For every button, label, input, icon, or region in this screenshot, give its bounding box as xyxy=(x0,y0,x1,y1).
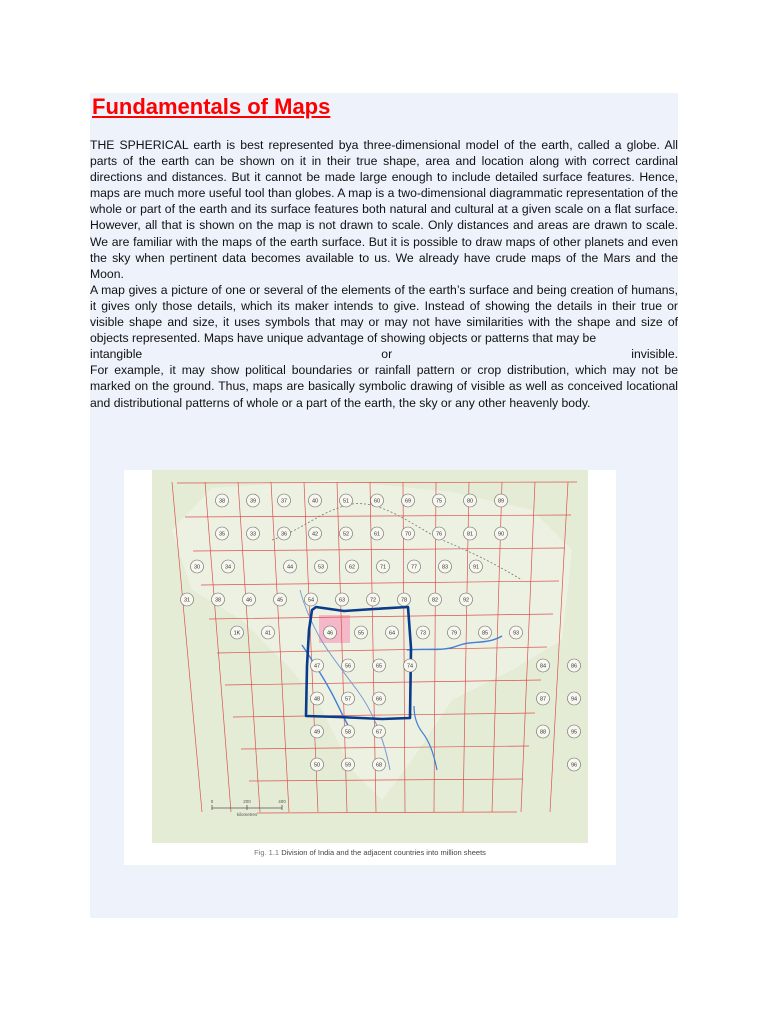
sheet-number: 50 xyxy=(313,762,321,769)
sheet-number: 44 xyxy=(286,564,294,571)
sheet-number: 61 xyxy=(373,531,381,538)
sheet-number: 63 xyxy=(338,597,346,604)
sheet-number: 80 xyxy=(466,498,474,505)
sheet-number: 31 xyxy=(183,597,191,604)
sheet-number: 85 xyxy=(481,630,489,637)
sheet-number: 84 xyxy=(539,663,547,670)
sheet-number: 59 xyxy=(344,762,352,769)
sheet-number: 79 xyxy=(450,630,458,637)
sheet-number: 1K xyxy=(233,630,241,637)
scale-label-unit: kilometres xyxy=(236,812,258,817)
sheet-number: 86 xyxy=(570,663,578,670)
sheet-number: 83 xyxy=(441,564,449,571)
sheet-number: 42 xyxy=(311,531,319,538)
sheet-number: 66 xyxy=(375,696,383,703)
sheet-number: 52 xyxy=(342,531,350,538)
caption-label: Fig. 1.1 xyxy=(254,848,280,857)
sheet-number: 64 xyxy=(388,630,396,637)
sheet-number: 92 xyxy=(462,597,470,604)
sheet-number: 81 xyxy=(466,531,474,538)
paragraph-justified-line xyxy=(90,346,678,362)
sheet-number: 65 xyxy=(375,663,383,670)
word-invisible: invisible. xyxy=(631,347,678,362)
sheet-number: 38 xyxy=(218,498,226,505)
grid-line xyxy=(257,812,517,813)
sheet-number: 51 xyxy=(342,498,350,505)
figure xyxy=(124,470,616,865)
sheet-number: 30 xyxy=(193,564,201,571)
sheet-number: 77 xyxy=(410,564,418,571)
sheet-number: 96 xyxy=(570,762,578,769)
sheet-number: 38 xyxy=(214,597,222,604)
body-text xyxy=(90,137,678,411)
sheet-number: 74 xyxy=(406,663,414,670)
paragraph-globe: THE SPHERICAL earth is best represented bya three-dimensional model of the earth, called a globe. All parts of the earth can be shown on it in their true shape, area and location along with correct cardinal directions and distances. But it cannot be made large enough to include detailed surface features. Hence, maps are much more useful tool than globes. A map is a two-dimensional diagrammatic representation of the whole or part of the earth and its surface features both natural and cultural at a given scale on a flat surface. However, all that is shown on the map is not drawn to scale. Only distances and areas are drawn to scale. We are familiar with the maps of the earth surface. But it is possible to draw maps of other planets and even the sky when pertinent data becomes available to us. We already have crude maps of the Mars and the Moon. xyxy=(90,138,678,281)
sheet-number: 55 xyxy=(357,630,365,637)
sheet-number: 62 xyxy=(348,564,356,571)
sheet-number: 70 xyxy=(404,531,412,538)
sheet-number: 53 xyxy=(317,564,325,571)
sheet-number: 56 xyxy=(344,663,352,670)
sheet-number: 40 xyxy=(311,498,319,505)
sheet-number: 71 xyxy=(379,564,387,571)
figure-caption xyxy=(124,848,616,857)
sheet-number: 76 xyxy=(435,531,443,538)
million-sheets-map xyxy=(152,470,588,843)
sheet-number: 46 xyxy=(326,630,334,637)
sheet-number: 94 xyxy=(570,696,578,703)
scale-label-200: 200 xyxy=(243,799,251,804)
sheet-number: 67 xyxy=(375,729,383,736)
sheet-number: 82 xyxy=(431,597,439,604)
sheet-number: 54 xyxy=(307,597,315,604)
sheet-number: 89 xyxy=(497,498,505,505)
sheet-number: 33 xyxy=(249,531,257,538)
sheet-number: 49 xyxy=(313,729,321,736)
sheet-number: 41 xyxy=(264,630,272,637)
sheet-number: 87 xyxy=(539,696,547,703)
sheet-number: 48 xyxy=(313,696,321,703)
sheet-number: 60 xyxy=(373,498,381,505)
map-image xyxy=(152,470,588,843)
word-or: or xyxy=(381,347,393,362)
sheet-number: 93 xyxy=(512,630,520,637)
paragraph-map-picture: A map gives a picture of one or several of the elements of the earth’s surface and being creation of humans, it gives only those details, which its maker intends to give. Instead of showing the details in their true or visible shape and size, it uses symbols that may or may not have similarities with the shape and size of objects represented. Maps have unique advantage of showing objects or patterns that may be xyxy=(90,282,678,346)
caption-text: Division of India and the adjacent countries into million sheets xyxy=(281,848,486,857)
sheet-number: 35 xyxy=(218,531,226,538)
word-intangible: intangible xyxy=(90,347,143,362)
sheet-number: 68 xyxy=(375,762,383,769)
land-area xyxy=(172,480,572,800)
sheet-number: 88 xyxy=(539,729,547,736)
sheet-number: 36 xyxy=(280,531,288,538)
sheet-number: 95 xyxy=(570,729,578,736)
sheet-number: 57 xyxy=(344,696,352,703)
sheet-number: 78 xyxy=(400,597,408,604)
scale-bar xyxy=(211,799,287,817)
sheet-number: 91 xyxy=(472,564,480,571)
scale-label-400: 400 xyxy=(278,799,286,804)
sheet-number: 34 xyxy=(224,564,232,571)
sheet-number: 39 xyxy=(249,498,257,505)
scale-label-0: 0 xyxy=(210,799,214,804)
sheet-number: 46 xyxy=(245,597,253,604)
page-title: Fundamentals of Maps xyxy=(92,94,331,119)
sheet-number: 72 xyxy=(369,597,377,604)
sheet-number: 75 xyxy=(435,498,443,505)
sheet-number: 45 xyxy=(276,597,284,604)
sheet-number: 58 xyxy=(344,729,352,736)
sheet-number: 73 xyxy=(419,630,427,637)
sheet-number: 69 xyxy=(404,498,412,505)
sheet-number: 37 xyxy=(280,498,288,505)
sheet-number: 90 xyxy=(497,531,505,538)
paragraph-example: For example, it may show political boundaries or rainfall pattern or crop distribution, which may not be marked on the ground. Thus, maps are basically symbolic drawing of visible as well as conceived locational and distributional patterns of whole or a part of the earth, the sky or any other heavenly body. xyxy=(90,363,678,410)
sheet-number: 47 xyxy=(313,663,321,670)
grid-line xyxy=(177,482,577,483)
